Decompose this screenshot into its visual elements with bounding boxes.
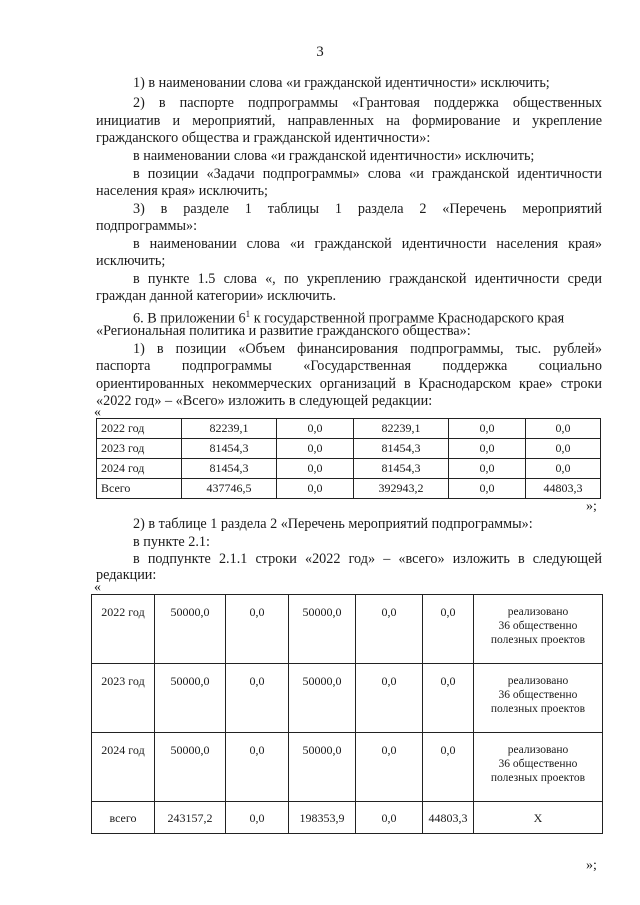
result-cell: реализовано 36 общественно полезных проектов — [474, 664, 603, 733]
paragraph: 1) в позиции «Объем финансирования подпрограммы, тыс. рублей» — [133, 341, 602, 357]
appendix-ref: 6. В приложении 6 — [133, 310, 246, 327]
superscript: 1 — [245, 309, 251, 319]
paragraph: «2022 год» – «Всего» изложить в следующей редакции: — [96, 393, 433, 409]
table-row: 2023 год 50000,0 0,0 50000,0 0,0 0,0 реализовано 36 общественно полезных проектов — [92, 664, 603, 733]
result-cell: реализовано 36 общественно полезных проектов — [474, 733, 603, 802]
paragraph: подпрограммы»: — [96, 218, 198, 234]
paragraph: населения края» исключить; — [96, 183, 269, 199]
quote-open: « — [94, 580, 101, 595]
paragraph: 2) в таблице 1 раздела 2 «Перечень мероприятий подпрограммы»: — [133, 516, 533, 532]
paragraph: редакции: — [96, 567, 157, 583]
paragraph: паспорта подпрограммы «Государственная поддержка социально — [96, 358, 602, 374]
paragraph: в наименовании слова «и гражданской идентичности населения края» — [133, 236, 602, 252]
result-cell: реализовано 36 общественно полезных проектов — [474, 595, 603, 664]
total-result: Х — [474, 802, 603, 834]
appendix-text: к государственной программе Краснодарского края — [253, 310, 565, 327]
quote-close: »; — [586, 858, 597, 873]
paragraph: в пункте 2.1: — [133, 534, 210, 550]
paragraph: гражданского общества и гражданской идентичности»: — [96, 130, 431, 146]
paragraph: в наименовании слова «и гражданской идентичности» исключить; — [133, 148, 535, 164]
paragraph: в позиции «Задачи подпрограммы» слова «и гражданской идентичности — [133, 166, 602, 182]
quote-open: « — [94, 405, 101, 420]
quote-close: »; — [586, 499, 597, 514]
paragraph: 1) в наименовании слова «и гражданской идентичности» исключить; — [133, 75, 550, 91]
paragraph: инициатив и мероприятий, направленных на формирование и укрепление — [96, 113, 602, 129]
financing-table — [96, 418, 601, 499]
page-number: 3 — [316, 44, 324, 60]
paragraph: ориентированных некоммерческих организаций в Краснодарском крае» строки — [96, 376, 602, 392]
table-row: 2022 год 50000,0 0,0 50000,0 0,0 0,0 реализовано 36 общественно полезных проектов — [92, 595, 603, 664]
paragraph: граждан данной категории» исключить. — [96, 288, 337, 304]
table-row: 2024 год 50000,0 0,0 50000,0 0,0 0,0 реализовано 36 общественно полезных проектов — [92, 733, 603, 802]
table-row: 2022 год 82239,1 0,0 82239,1 0,0 0,0 — [97, 419, 601, 439]
table-row: Всего 437746,5 0,0 392943,2 0,0 44803,3 — [97, 479, 601, 499]
table-row: 2023 год 81454,3 0,0 81454,3 0,0 0,0 — [97, 439, 601, 459]
table-row: 2024 год 81454,3 0,0 81454,3 0,0 0,0 — [97, 459, 601, 479]
activities-table — [91, 594, 603, 834]
paragraph: 2) в паспорте подпрограммы «Грантовая поддержка общественных — [133, 95, 602, 111]
paragraph: в пункте 1.5 слова «, по укреплению гражданской идентичности среди — [133, 271, 602, 287]
paragraph: «Региональная политика и развитие гражданского общества»: — [96, 323, 471, 339]
paragraph: исключить; — [96, 253, 166, 269]
paragraph: в подпункте 2.1.1 строки «2022 год» – «всего» изложить в следующей — [133, 551, 602, 567]
paragraph: 3) в разделе 1 таблицы 1 раздела 2 «Перечень мероприятий — [133, 201, 602, 217]
table-row: всего 243157,2 0,0 198353,9 0,0 44803,3 Х — [92, 802, 603, 834]
